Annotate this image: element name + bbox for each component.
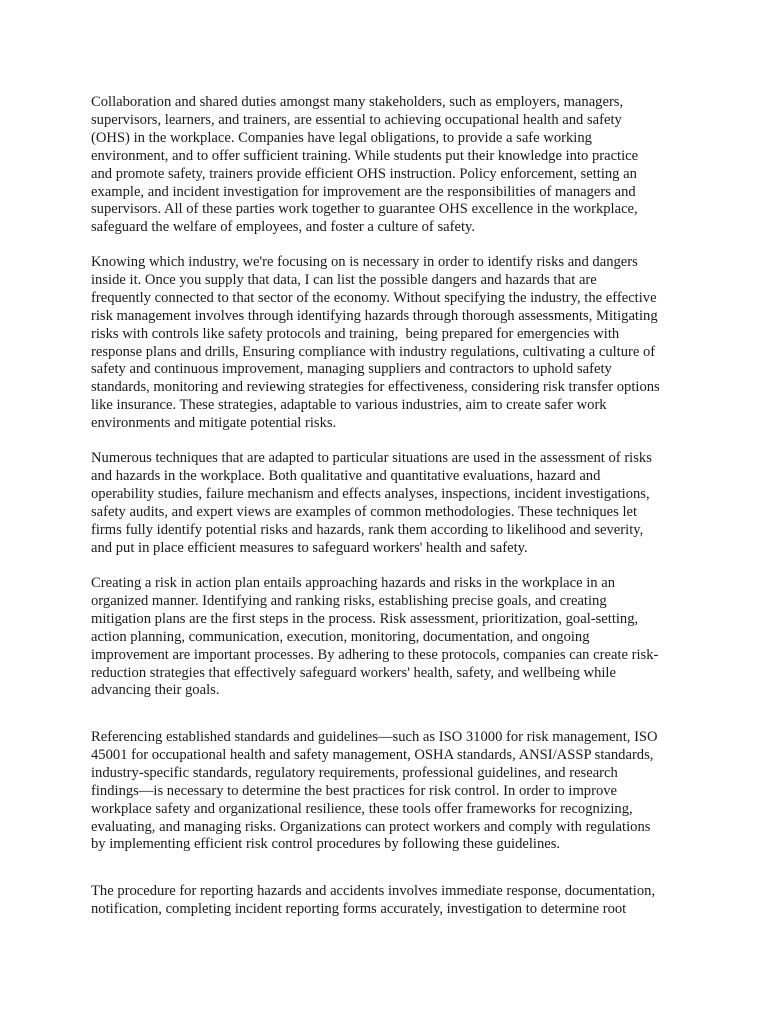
text-line: safety and continuous improvement, managing suppliers and contractors to uphold safety <box>91 361 612 378</box>
text-line: Collaboration and shared duties amongst many stakeholders, such as employers, managers, <box>91 94 624 110</box>
text-line: action planning, communication, execution, monitoring, documentation, and ongoing <box>91 628 590 645</box>
text-line: workplace safety and organizational resilience, these tools offer frameworks for recognizing, <box>91 800 633 817</box>
text-line: and put in place efficient measures to safeguard workers' health and safety. <box>91 539 528 556</box>
text-line: Creating a risk in action plan entails approaching hazards and risks in the workplace in an <box>91 575 615 591</box>
text-line: like insurance. These strategies, adaptable to various industries, aim to create safer work <box>91 397 607 414</box>
paragraph-assessment-techniques <box>91 450 652 557</box>
paragraph-industry-risks <box>91 254 660 433</box>
text-line: environments and mitigate potential risks. <box>91 415 337 432</box>
text-line: by implementing efficient risk control procedures by following these guidelines. <box>91 836 561 853</box>
text-line: Referencing established standards and guidelines—such as ISO 31000 for risk management, ISO <box>91 729 658 745</box>
text-line: safety audits, and expert views are examples of common methodologies. These techniques let <box>91 503 638 520</box>
text-line: risk management involves through identifying hazards through thorough assessments, Mitigating <box>91 307 658 324</box>
paragraph-standards-guidelines <box>91 729 658 854</box>
text-line: evaluating, and managing risks. Organizations can protect workers and comply with regulations <box>91 818 651 835</box>
text-line: improvement are important processes. By adhering to these protocols, companies can create risk- <box>91 646 659 663</box>
text-line: supervisors. All of these parties work together to guarantee OHS excellence in the workplace, <box>91 201 638 218</box>
text-line: 45001 for occupational health and safety management, OSHA standards, ANSI/ASSP standards, <box>91 746 654 763</box>
text-line: and hazards in the workplace. Both qualitative and quantitative evaluations, hazard and <box>91 467 601 484</box>
text-line: industry-specific standards, regulatory requirements, professional guidelines, and research <box>91 764 618 781</box>
text-line: Numerous techniques that are adapted to particular situations are used in the assessment of risks <box>91 450 652 466</box>
text-line: standards, monitoring and reviewing strategies for effectiveness, considering risk transfer options <box>91 379 660 396</box>
paragraph-stakeholder-duties <box>91 94 638 237</box>
text-line: frequently connected to that sector of the economy. Without specifying the industry, the effective <box>91 289 657 306</box>
text-line: organized manner. Identifying and ranking risks, establishing precise goals, and creating <box>91 592 607 609</box>
text-line: supervisors, learners, and trainers, are essential to achieving occupational health and safety <box>91 111 622 128</box>
text-line: The procedure for reporting hazards and accidents involves immediate response, documentation, <box>91 883 656 899</box>
text-line: firms fully identify potential risks and hazards, rank them according to likelihood and severity, <box>91 521 644 538</box>
text-line: operability studies, failure mechanism and effects analyses, inspections, incident investigations, <box>91 485 650 502</box>
paragraph-action-plan <box>91 575 658 700</box>
text-line: environment, and to offer sufficient training. While students put their knowledge into practice <box>91 147 639 164</box>
text-line: response plans and drills, Ensuring compliance with industry regulations, cultivating a culture of <box>91 343 656 360</box>
text-line: safeguard the welfare of employees, and foster a culture of safety. <box>91 219 475 236</box>
text-line: advancing their goals. <box>91 682 220 699</box>
text-line: findings—is necessary to determine the best practices for risk control. In order to improve <box>91 782 618 799</box>
text-line: notification, completing incident reporting forms accurately, investigation to determine root <box>91 900 627 917</box>
text-line: mitigation plans are the first steps in the process. Risk assessment, prioritization, goal-setting, <box>91 610 639 627</box>
text-line: inside it. Once you supply that data, I can list the possible dangers and hazards that are <box>91 271 597 288</box>
text-line: and promote safety, trainers provide efficient OHS instruction. Policy enforcement, setting an <box>91 165 637 182</box>
text-line: (OHS) in the workplace. Companies have legal obligations, to provide a safe working <box>91 129 592 146</box>
text-line: risks with controls like safety protocols and training, being prepared for emergencies with <box>91 325 620 342</box>
text-line: Knowing which industry, we're focusing on is necessary in order to identify risks and dangers <box>91 254 638 270</box>
text-line: reduction strategies that effectively safeguard workers' health, safety, and wellbeing while <box>91 664 616 681</box>
text-line: example, and incident investigation for improvement are the responsibilities of managers and <box>91 183 636 200</box>
paragraph-reporting-procedure <box>91 883 655 919</box>
